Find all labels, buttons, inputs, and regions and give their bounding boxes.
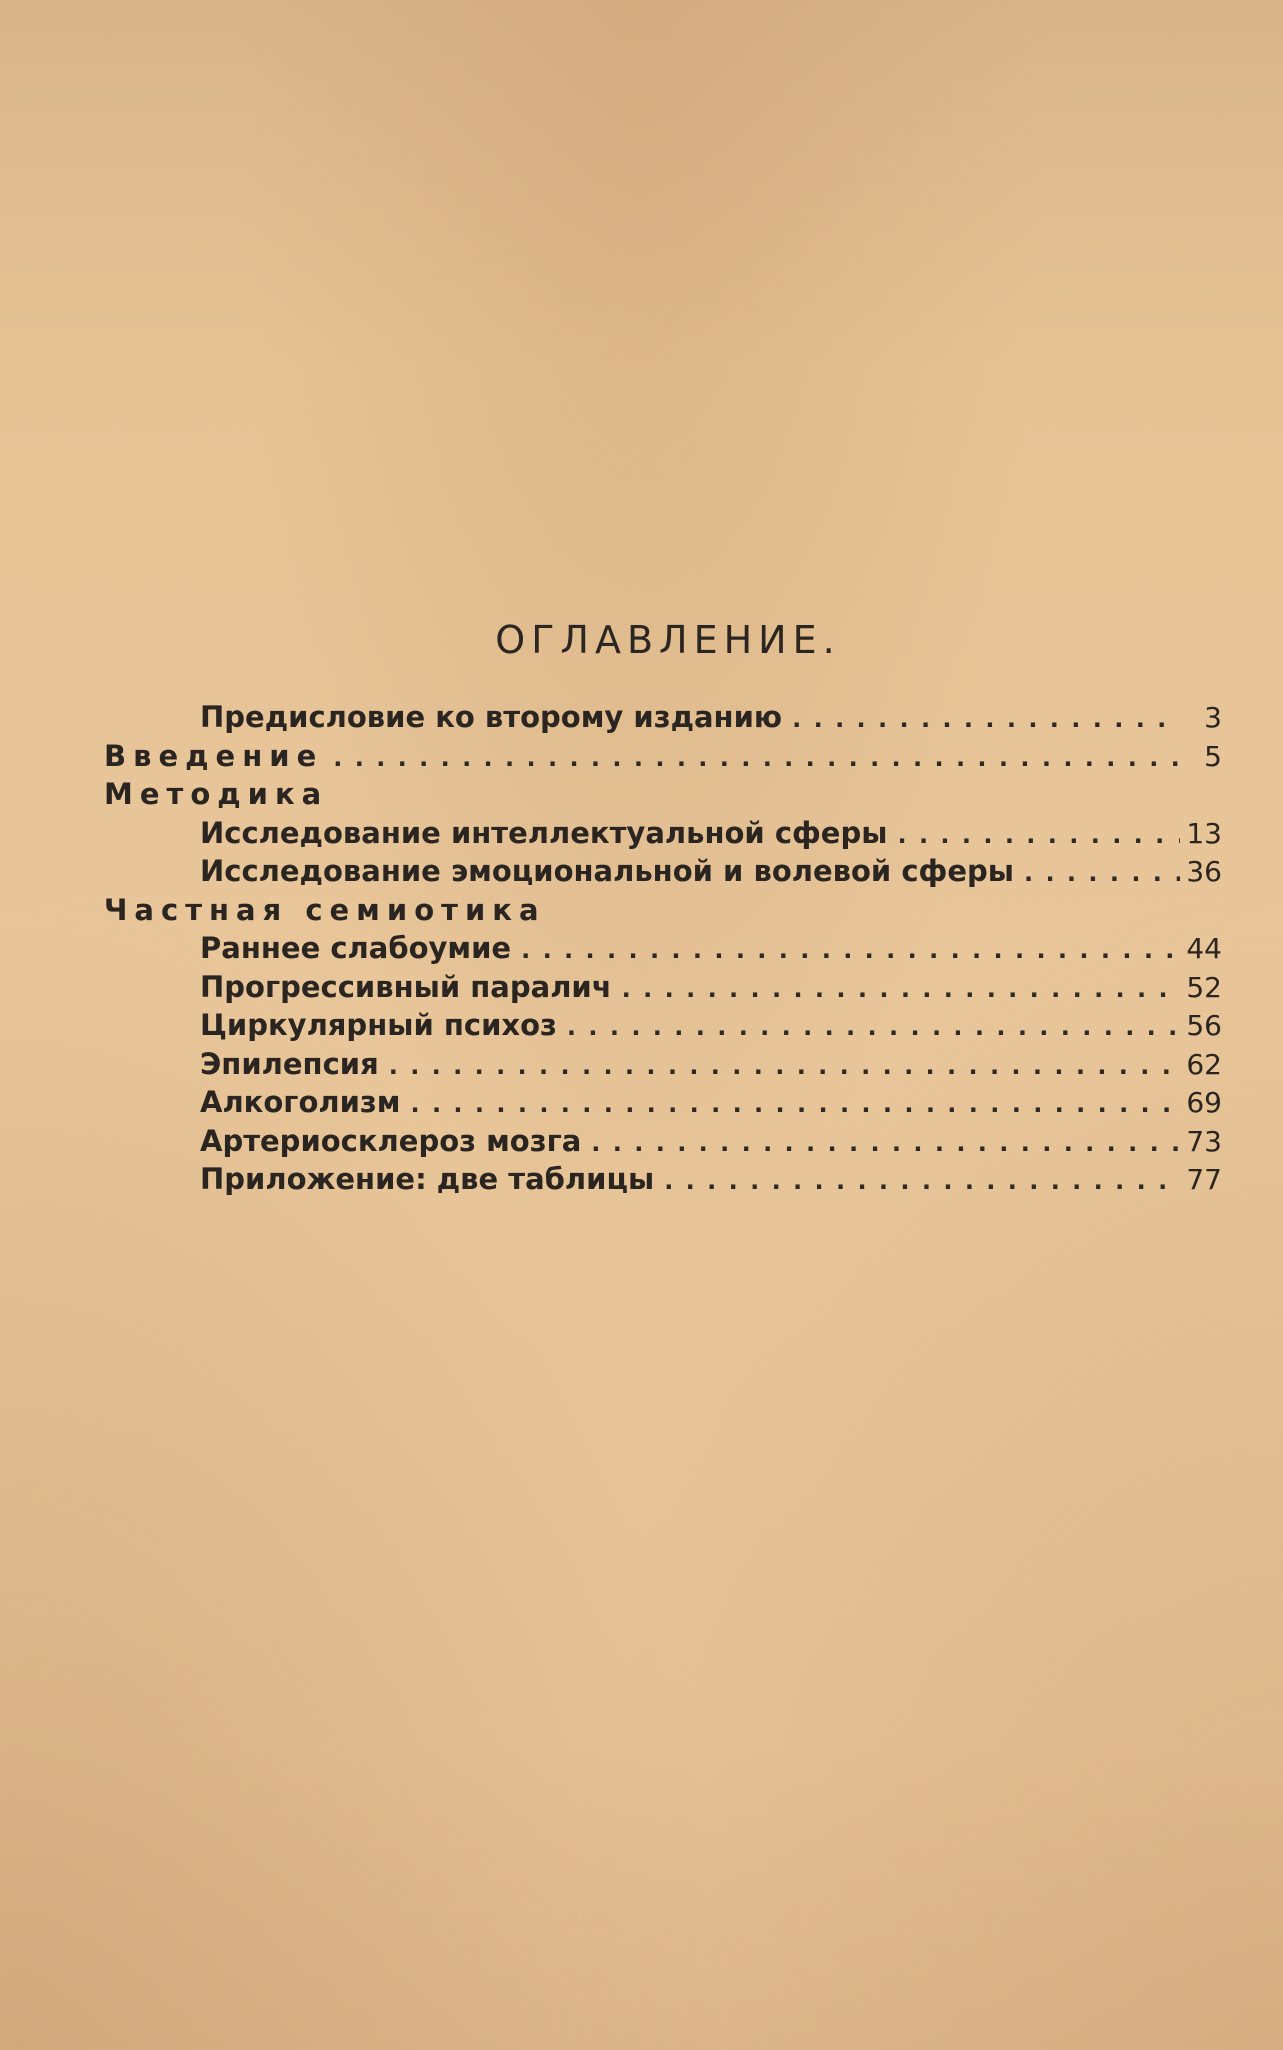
toc-section-semiotics	[104, 893, 1222, 932]
toc-entry-page: 52	[1186, 970, 1222, 1004]
toc-entry-page: 77	[1186, 1163, 1222, 1196]
toc-entry-appendix	[104, 1162, 1222, 1201]
toc-leader-dots	[1024, 859, 1180, 887]
table-of-contents	[104, 700, 1222, 1201]
toc-entry-page: 13	[1186, 816, 1222, 850]
toc-entry-label: Прогрессивный паралич	[200, 969, 612, 1004]
toc-entry-intellectual	[104, 816, 1222, 855]
toc-entry-label: Артериосклероз мозга	[200, 1123, 582, 1158]
toc-entry-label: Циркулярный психоз	[200, 1008, 557, 1042]
toc-entry-epilepsy	[104, 1047, 1222, 1086]
toc-leader-dots	[664, 1167, 1180, 1195]
toc-leader-dots	[622, 975, 1180, 1003]
page-title: ОГЛАВЛЕНИЕ.	[495, 618, 841, 662]
toc-entry-label: Алкоголизм	[200, 1085, 401, 1119]
toc-entry-preface	[104, 700, 1222, 739]
toc-entry-page: 69	[1186, 1086, 1222, 1119]
toc-section-label: Частная семиотика	[104, 892, 546, 927]
toc-entry-page: 3	[1204, 701, 1222, 734]
toc-entry-page: 36	[1186, 855, 1222, 888]
toc-leader-dots	[897, 821, 1180, 849]
toc-leader-dots	[521, 936, 1180, 964]
toc-section-label: Методика	[104, 777, 329, 811]
toc-entry-label: Предисловие ко второму изданию	[200, 700, 783, 734]
toc-entry-alcoholism	[104, 1085, 1222, 1124]
toc-leader-dots	[792, 705, 1180, 733]
toc-leader-dots	[591, 1129, 1180, 1157]
toc-entry-label: Эпилепсия	[200, 1046, 379, 1081]
toc-entry-page: 73	[1186, 1124, 1222, 1158]
toc-entry-label: Исследование интеллектуальной сферы	[200, 815, 888, 850]
toc-entry-label: Введение	[104, 738, 324, 773]
toc-leader-dots	[567, 1013, 1180, 1041]
toc-entry-label: Приложение: две таблицы	[200, 1162, 655, 1196]
toc-entry-page: 56	[1186, 1009, 1222, 1042]
toc-entry-paralysis	[104, 970, 1222, 1009]
toc-leader-dots	[333, 744, 1180, 772]
toc-entry-label: Раннее слабоумие	[200, 931, 512, 965]
toc-entry-label: Исследование эмоциональной и волевой сферы	[200, 854, 1014, 888]
toc-entry-circular-psychosis	[104, 1008, 1222, 1047]
toc-entry-page: 62	[1186, 1047, 1222, 1081]
toc-leader-dots	[389, 1052, 1180, 1080]
toc-entry-emotional	[104, 854, 1222, 893]
toc-entry-dementia	[104, 931, 1222, 970]
toc-entry-arteriosclerosis	[104, 1124, 1222, 1163]
toc-entry-page: 44	[1186, 932, 1222, 965]
toc-entry-introduction	[104, 739, 1222, 778]
toc-entry-page: 5	[1204, 739, 1222, 773]
toc-leader-dots	[410, 1090, 1180, 1118]
toc-section-methodology	[104, 777, 1222, 816]
